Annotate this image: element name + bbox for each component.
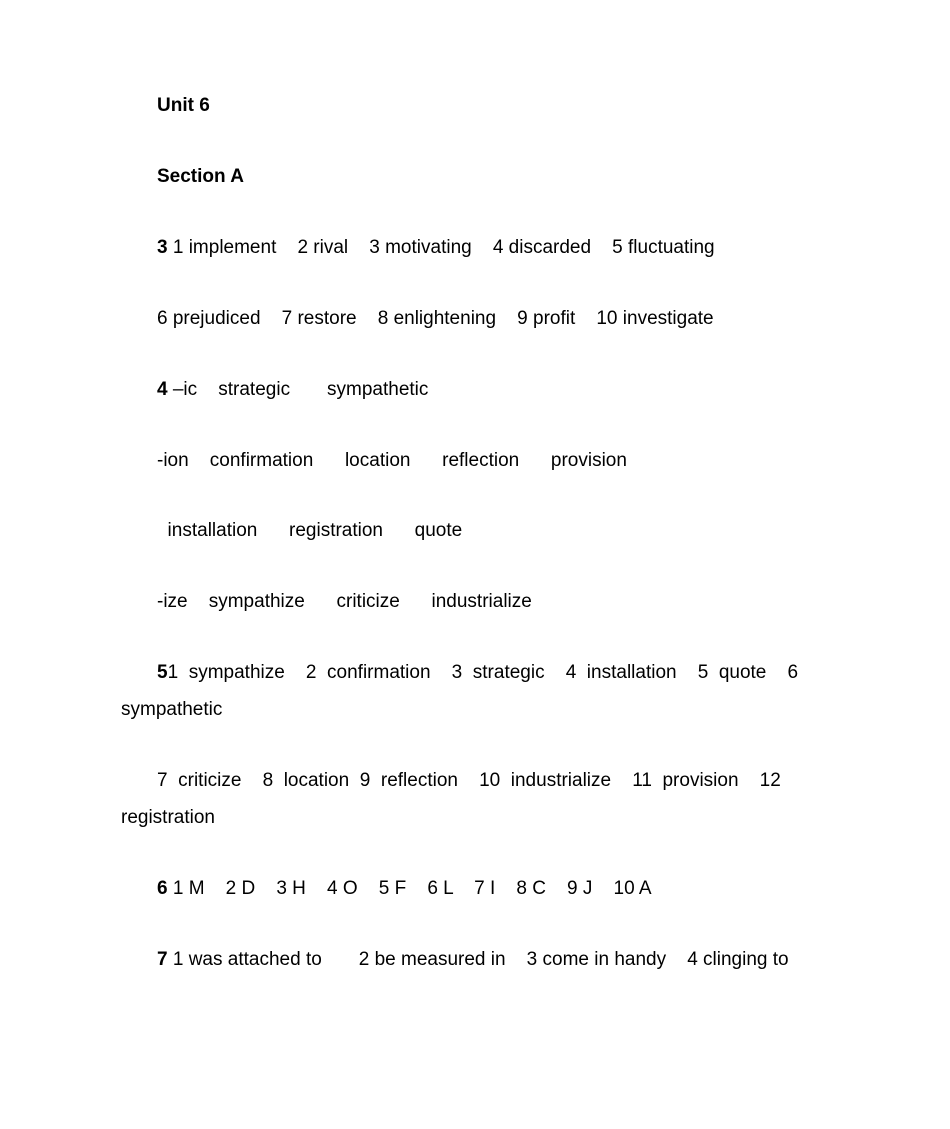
exercise-7-answers-1: 1 was attached to 2 be measured in 3 come in handy 4 clinging to bbox=[167, 949, 789, 970]
exercise-6-line-1 bbox=[157, 877, 652, 901]
exercise-7-number: 7 bbox=[157, 949, 168, 970]
exercise-6-number: 6 bbox=[157, 878, 168, 899]
exercise-3-number: 3 bbox=[157, 237, 168, 258]
unit-heading: Unit 6 bbox=[157, 95, 210, 116]
exercise-3-line-2: 6 prejudiced 7 restore 8 enlightening 9 profit 10 investigate bbox=[157, 308, 714, 329]
exercise-4-answers-1: –ic strategic sympathetic bbox=[167, 379, 429, 400]
section-heading: Section A bbox=[157, 166, 244, 187]
exercise-4-number: 4 bbox=[157, 379, 168, 400]
exercise-6-answers-1: 1 M 2 D 3 H 4 O 5 F 6 L 7 I 8 C 9 J 10 A bbox=[167, 878, 652, 899]
exercise-5-line-1-wrap: sympathetic bbox=[121, 699, 223, 720]
exercise-3-line-1 bbox=[157, 236, 715, 260]
exercise-5-answers-1: 1 sympathize 2 confirmation 3 strategic 4 installation 5 quote 6 bbox=[167, 662, 799, 683]
exercise-3-answers-1: 1 implement 2 rival 3 motivating 4 discarded 5 fluctuating bbox=[167, 237, 715, 258]
exercise-5-line-1 bbox=[157, 661, 830, 685]
exercise-4-line-4: -ize sympathize criticize industrialize bbox=[157, 591, 532, 612]
exercise-4-line-1 bbox=[157, 378, 428, 402]
exercise-7-line-1 bbox=[157, 948, 789, 972]
exercise-5-line-2: 7 criticize 8 location 9 reflection 10 industrialize 11 provision 12 bbox=[157, 770, 781, 791]
exercise-4-line-2: -ion confirmation location reflection provision bbox=[157, 450, 627, 471]
exercise-5-line-2-wrap: registration bbox=[121, 807, 215, 828]
exercise-5-number: 5 bbox=[157, 662, 168, 683]
exercise-4-line-3: installation registration quote bbox=[157, 520, 463, 541]
